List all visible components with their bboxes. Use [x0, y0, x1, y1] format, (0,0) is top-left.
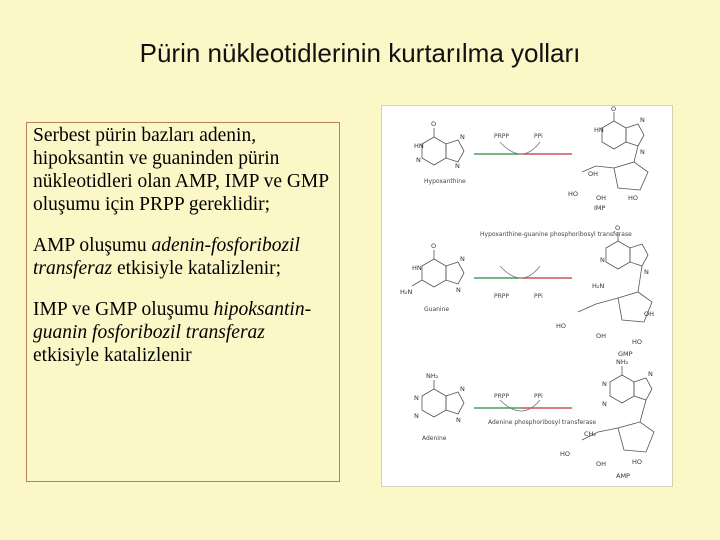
svg-text:HO: HO	[560, 450, 571, 458]
svg-text:HN: HN	[594, 126, 604, 134]
svg-text:N: N	[640, 116, 645, 124]
reaction-3-byproduct: PPi	[534, 393, 543, 400]
imp-structure	[582, 112, 648, 190]
svg-text:OH: OH	[596, 332, 607, 340]
reaction-2-byproduct: PPi	[534, 293, 543, 300]
reaction-1-cosubstrate: PRPP	[494, 133, 510, 140]
svg-text:N: N	[416, 156, 421, 164]
svg-text:HO: HO	[568, 190, 579, 198]
adenine-structure	[422, 380, 464, 417]
svg-text:N: N	[640, 148, 645, 156]
svg-text:HO: HO	[632, 338, 643, 346]
description-textbox	[26, 122, 340, 482]
svg-text:O: O	[431, 120, 437, 128]
reaction-1-substrate: Hypoxanthine	[424, 178, 466, 185]
salvage-pathway-figure	[381, 105, 673, 487]
svg-text:N: N	[414, 412, 419, 420]
svg-text:OH: OH	[596, 460, 607, 468]
svg-text:OH: OH	[644, 310, 655, 318]
reaction-2-cosubstrate: PRPP	[494, 293, 510, 300]
svg-text:HN: HN	[412, 264, 422, 272]
svg-text:HO: HO	[556, 322, 567, 330]
svg-text:H₂N: H₂N	[400, 288, 413, 296]
amp-structure	[582, 366, 654, 452]
svg-text:N: N	[456, 286, 461, 294]
pathway-diagram	[382, 106, 672, 486]
svg-text:N: N	[414, 394, 419, 402]
svg-text:HO: HO	[632, 458, 643, 466]
svg-text:N: N	[644, 268, 649, 276]
svg-text:N: N	[602, 400, 607, 408]
paragraph-3-suffix: etkisiyle katalizlenir	[33, 345, 192, 366]
svg-text:HN: HN	[414, 142, 424, 150]
reaction-3-product: AMP	[616, 472, 630, 480]
svg-text:N: N	[460, 133, 465, 141]
svg-text:N: N	[455, 162, 460, 170]
svg-text:OH: OH	[596, 194, 607, 202]
paragraph-3-text: IMP ve GMP oluşumu	[33, 299, 214, 320]
reaction-3-substrate: Adenine	[422, 435, 447, 442]
svg-text:N: N	[602, 380, 607, 388]
enzyme-name-hgprt: hipoksantin-guanin fosforibozil transferaz	[33, 299, 312, 343]
svg-text:O: O	[431, 242, 437, 250]
paragraph-2-suffix: etkisiyle katalizlenir;	[112, 258, 282, 279]
reaction-2-substrate: Guanine	[424, 306, 450, 313]
svg-text:N: N	[460, 385, 465, 393]
svg-text:N: N	[600, 256, 605, 264]
reaction-3-enzyme: Adenine phosphoribosyl transferase	[488, 419, 597, 426]
svg-text:N: N	[460, 255, 465, 263]
svg-text:O: O	[615, 224, 621, 232]
hypoxanthine-structure	[422, 128, 464, 165]
svg-text:HO: HO	[628, 194, 639, 202]
reaction-1-byproduct: PPi	[534, 133, 543, 140]
reaction-2-product: GMP	[618, 350, 633, 358]
paragraph-2	[33, 234, 333, 280]
paragraph-1: Serbest pürin bazları adenin, hipoksantin ve guaninden pürin nükleotidleri olan AMP, IMP ve GMP oluşumu için PRPP gereklidir;	[33, 125, 329, 215]
reaction-3-cosubstrate: PRPP	[494, 393, 510, 400]
enzyme-name-apt: adenin-fosforibozil transferaz	[33, 235, 300, 279]
paragraph-3	[33, 298, 333, 367]
svg-text:N: N	[648, 370, 653, 378]
reaction-1-product: IMP	[594, 204, 606, 212]
svg-text:NH₂: NH₂	[426, 372, 439, 380]
svg-text:CH₂: CH₂	[584, 430, 597, 438]
svg-text:N: N	[456, 416, 461, 424]
paragraph-2-text: AMP oluşumu	[33, 235, 152, 256]
svg-text:H₂N: H₂N	[592, 282, 605, 290]
page-title: Pürin nükleotidlerinin kurtarılma yolları	[139, 38, 581, 68]
gmp-structure	[578, 232, 655, 322]
svg-text:NH₂: NH₂	[616, 358, 629, 366]
reaction-1-enzyme: Hypoxanthine-guanine phosphoribosyl transferase	[480, 231, 632, 238]
svg-text:OH: OH	[588, 170, 599, 178]
svg-text:O: O	[611, 106, 617, 113]
